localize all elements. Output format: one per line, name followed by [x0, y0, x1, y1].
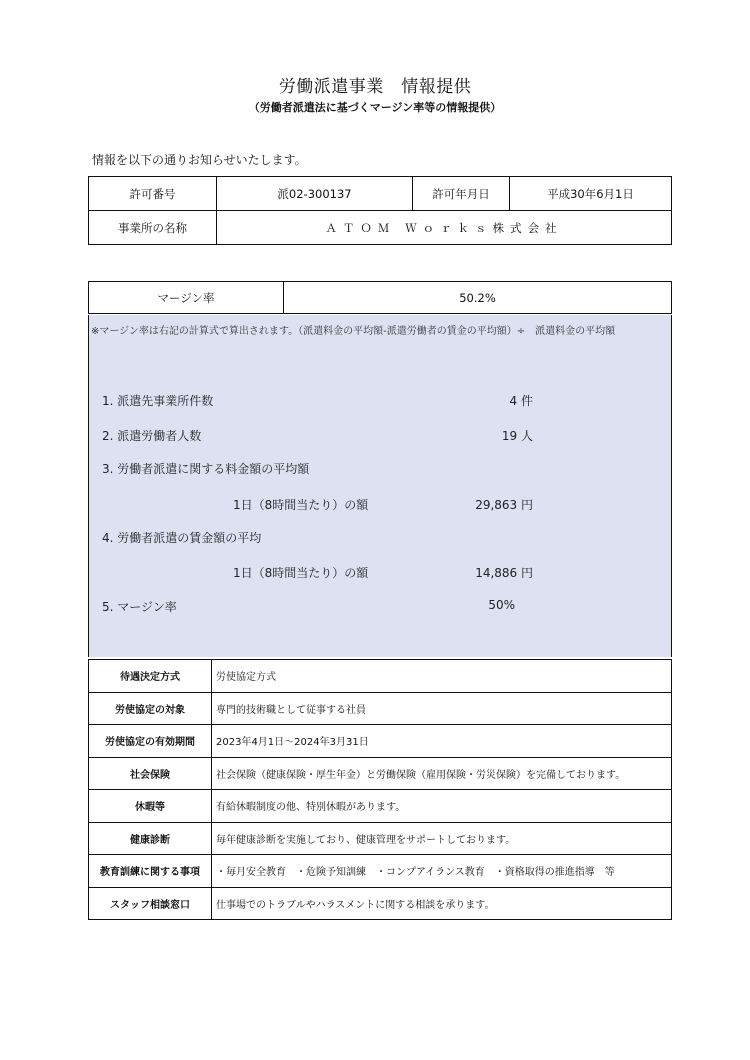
permit-date-label: 許可年月日	[413, 177, 510, 211]
detail-label: 休暇等	[89, 790, 212, 823]
permit-no-label: 許可番号	[89, 177, 217, 211]
avg-wage-label: 4. 労働者派遣の賃金額の平均	[102, 531, 262, 545]
avg-fee-sub-label: 1日（8時間当たり）の額	[233, 498, 369, 512]
table-row	[89, 282, 672, 314]
page-title: 労働派遣事業 情報提供	[278, 77, 472, 97]
dispatch-workers-label: 2. 派遣労働者人数	[102, 429, 202, 443]
intro-text: 情報を以下の通りお知らせいたします。	[92, 153, 307, 167]
dispatch-sites-label: 1. 派遣先事業所件数	[102, 394, 214, 408]
margin-rate-item-label: 5. マージン率	[102, 600, 177, 614]
details-table	[88, 659, 672, 920]
detail-value: 労使協定方式	[212, 660, 672, 693]
margin-formula-note: ※マージン率は右記の計算式で算出されます。（派遣料金の平均額-派遣労働者の賃金の平均額）÷ 派遣料金の平均額	[91, 326, 616, 337]
dispatch-sites-value: 4 件	[509, 394, 533, 408]
license-table	[88, 176, 672, 245]
table-row	[89, 790, 672, 823]
table-row	[89, 725, 672, 758]
margin-rate-value: 50.2%	[284, 282, 672, 314]
margin-detail-panel	[88, 315, 672, 657]
detail-label: 労使協定の有効期間	[89, 725, 212, 758]
detail-label: 教育訓練に関する事項	[89, 855, 212, 888]
margin-table	[88, 281, 672, 314]
office-name-value: ＡＴＯＭ Ｗｏｒｋｓ株式会社	[217, 211, 672, 245]
detail-label: 待遇決定方式	[89, 660, 212, 693]
margin-rate-label: マージン率	[89, 282, 284, 314]
detail-value: ・毎月安全教育 ・危険予知訓練 ・コンプアイランス教育 ・資格取得の推進指導 等	[212, 855, 672, 888]
detail-value: 仕事場でのトラブルやハラスメントに関する相談を承ります。	[212, 887, 672, 920]
permit-date-value: 平成30年6月1日	[510, 177, 672, 211]
table-row	[89, 211, 672, 245]
table-row	[89, 887, 672, 920]
detail-value: 毎年健康診断を実施しており、健康管理をサポートしております。	[212, 822, 672, 855]
detail-value: 社会保険（健康保険・厚生年金）と労働保険（雇用保険・労災保険）を完備しております。	[212, 757, 672, 790]
table-row	[89, 177, 672, 211]
avg-fee-label: 3. 労働者派遣に関する料金額の平均額	[102, 462, 310, 476]
office-name-label: 事業所の名称	[89, 211, 217, 245]
detail-label: 社会保険	[89, 757, 212, 790]
detail-value: 有給休暇制度の他、特別休暇があります。	[212, 790, 672, 823]
avg-wage-sub-label: 1日（8時間当たり）の額	[233, 566, 369, 580]
table-row	[89, 692, 672, 725]
dispatch-workers-value: 19 人	[501, 429, 533, 443]
avg-fee-value: 29,863 円	[475, 498, 533, 512]
avg-wage-value: 14,886 円	[475, 566, 533, 580]
margin-rate-item-value: 50%	[488, 598, 515, 612]
table-row	[89, 822, 672, 855]
table-row	[89, 855, 672, 888]
table-row	[89, 660, 672, 693]
detail-label: スタッフ相談窓口	[89, 887, 212, 920]
permit-no-value: 派02-300137	[217, 177, 413, 211]
detail-value: 専門的技術職として従事する社員	[212, 692, 672, 725]
detail-label: 健康診断	[89, 822, 212, 855]
page-subtitle: （労働者派遣法に基づくマージン率等の情報提供）	[248, 101, 502, 114]
table-row	[89, 757, 672, 790]
detail-value: 2023年4月1日～2024年3月31日	[212, 725, 672, 758]
detail-label: 労使協定の対象	[89, 692, 212, 725]
